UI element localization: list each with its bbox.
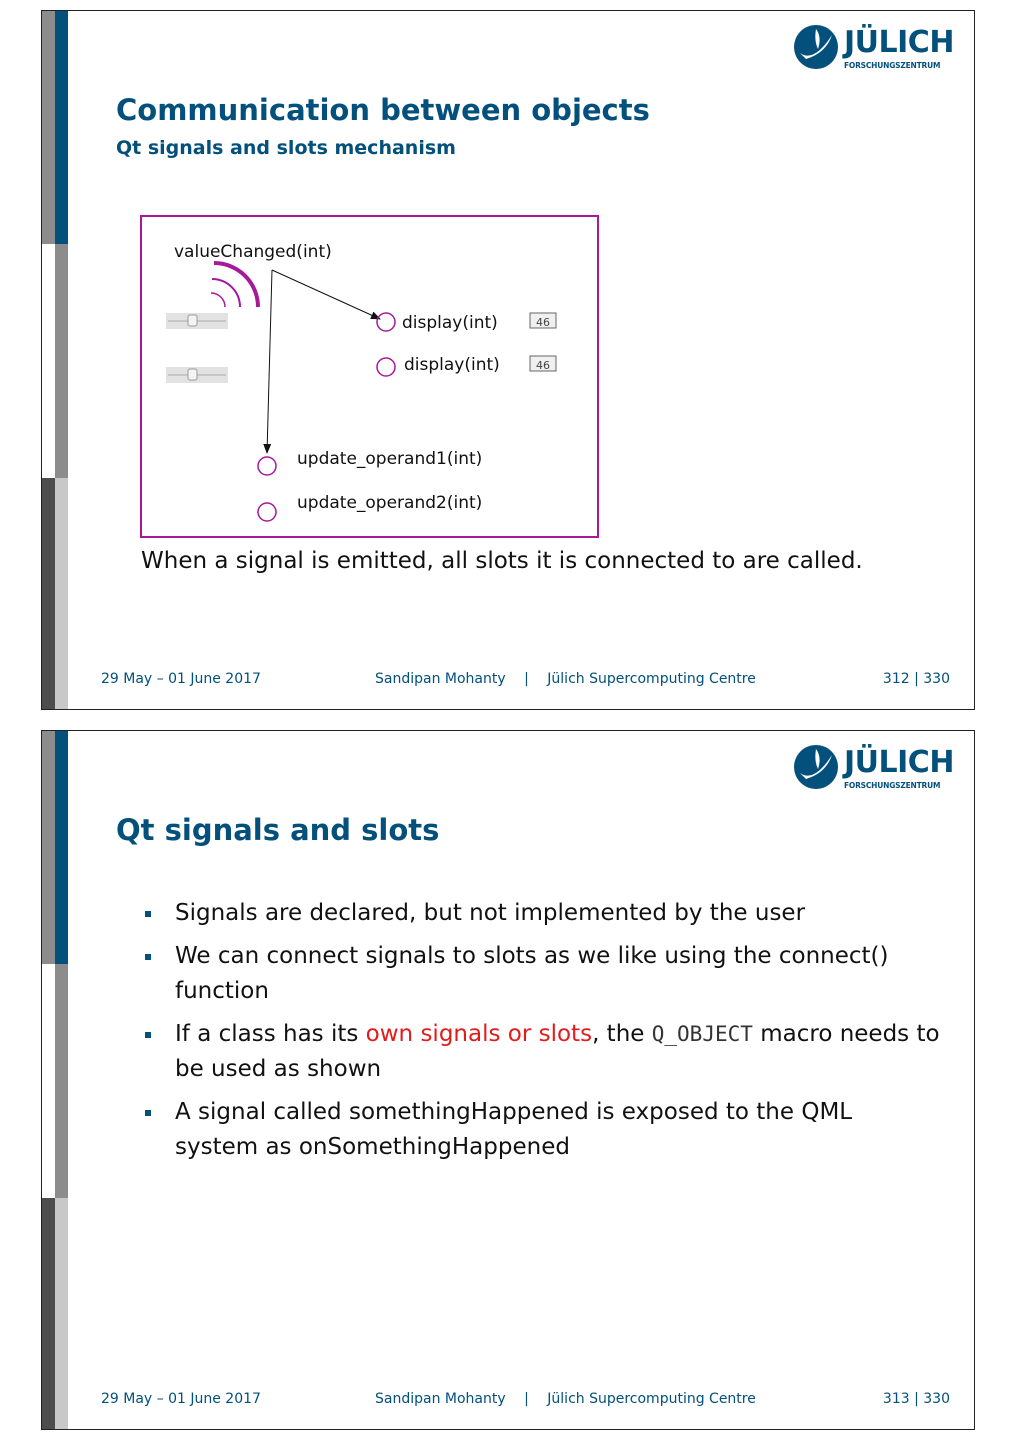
svg-text:46: 46 (536, 359, 550, 372)
lcd-display-icon (530, 313, 556, 329)
bullet-marker (145, 954, 151, 960)
footer-center (375, 671, 756, 687)
slide-caption: When a signal is emitted, all slots it is connected to are called. (141, 548, 863, 574)
bullet-text: We can connect signals to slots as we like using the connect() function (175, 943, 889, 1004)
logo-subtitle: FORSCHUNGSZENTRUM (844, 61, 941, 70)
page-title: Communication between objects (116, 93, 650, 127)
sidebar-segment (55, 964, 68, 1198)
slide-footer (42, 1391, 974, 1411)
signal-label: valueChanged(int) (174, 242, 332, 262)
logo-wordmark: JÜLICH (844, 745, 954, 780)
page-title: Qt signals and slots (116, 813, 440, 847)
signal-emission-icon (211, 263, 258, 307)
connection-arrow (272, 270, 380, 319)
list-item (142, 939, 942, 1009)
sidebar-segment (55, 244, 68, 478)
juelich-logo (792, 23, 954, 75)
slide-313 (41, 730, 975, 1430)
sidebar-stripe (42, 731, 68, 1429)
slider-icon (166, 367, 228, 383)
sidebar-segment (55, 731, 68, 964)
sidebar-segment (42, 11, 55, 244)
page-number (883, 1391, 950, 1407)
total-pages: 330 (923, 671, 950, 687)
slot-circle (258, 503, 276, 521)
slot-circle (258, 457, 276, 475)
slot-operand-label: update_operand2(int) (297, 493, 483, 513)
current-page: 312 (882, 671, 910, 687)
juelich-logo-icon (792, 743, 840, 791)
slot-circle (377, 358, 395, 376)
slot-display-label: display(int) (404, 355, 500, 375)
footer-date: 29 May – 01 June 2017 (101, 671, 261, 687)
sidebar-stripe (42, 11, 68, 709)
footer-separator: | (524, 671, 529, 687)
sidebar-segment (42, 731, 55, 964)
slot-display-label: display(int) (402, 313, 498, 333)
slot-operand-label: update_operand1(int) (297, 449, 483, 469)
bullet-marker (145, 911, 151, 917)
lcd-display-icon (530, 356, 556, 372)
svg-text:46: 46 (536, 316, 550, 329)
bullet-text: Signals are declared, but not implemented by the user (175, 900, 806, 926)
footer-author: Sandipan Mohanty (375, 671, 506, 687)
total-pages: 330 (923, 1391, 950, 1407)
bullet-text-post: macro needs to be used as shown (175, 1021, 940, 1082)
highlighted-text: own signals or slots (365, 1021, 593, 1047)
logo-subtitle: FORSCHUNGSZENTRUM (844, 781, 941, 790)
bullet-list (142, 896, 942, 1173)
sidebar-segment (55, 11, 68, 244)
current-page: 313 (882, 1391, 910, 1407)
bullet-text-pre: If a class has its (175, 1021, 366, 1047)
code-macro: Q_OBJECT (651, 1022, 753, 1046)
page-separator: | (914, 671, 919, 687)
slot-circle (377, 313, 395, 331)
logo-wordmark: JÜLICH (844, 25, 954, 60)
connection-arrow (267, 270, 272, 453)
bullet-marker (145, 1032, 151, 1038)
footer-date: 29 May – 01 June 2017 (101, 1391, 261, 1407)
slide-312 (41, 10, 975, 710)
list-item (142, 896, 942, 931)
page-number (883, 671, 950, 687)
footer-institute: Jülich Supercomputing Centre (547, 1391, 756, 1407)
juelich-logo-icon (792, 23, 840, 71)
page-separator: | (914, 1391, 919, 1407)
page-subtitle: Qt signals and slots mechanism (116, 137, 456, 159)
footer-separator: | (524, 1391, 529, 1407)
footer-institute: Jülich Supercomputing Centre (547, 671, 756, 687)
footer-center (375, 1391, 756, 1407)
slide-footer (42, 671, 974, 691)
bullet-marker (145, 1110, 151, 1116)
signal-slot-diagram (140, 215, 600, 539)
bullet-text: A signal called somethingHappened is exposed to the QML system as onSomethingHappened (175, 1099, 853, 1160)
bullet-text-mid: , the (592, 1021, 652, 1047)
list-item (142, 1095, 942, 1165)
list-item (142, 1017, 942, 1087)
slider-icon (166, 313, 228, 329)
juelich-logo (792, 743, 954, 795)
footer-author: Sandipan Mohanty (375, 1391, 506, 1407)
